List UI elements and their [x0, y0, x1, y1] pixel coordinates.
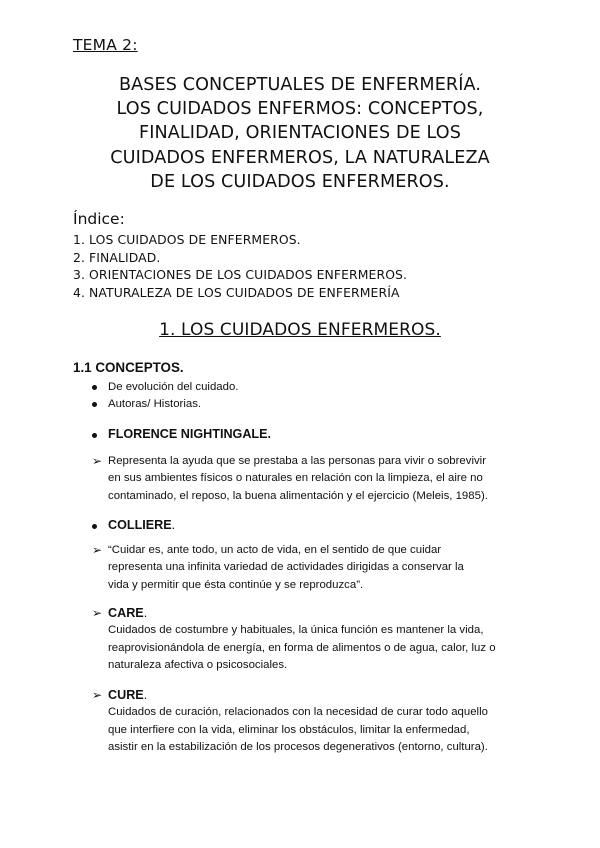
index-heading: Índice:: [73, 210, 125, 228]
colliere-suffix: .: [171, 518, 176, 532]
nightingale-heading: [92, 427, 271, 441]
cure-block: [92, 687, 552, 757]
colliere-label: COLLIERE: [108, 518, 172, 532]
text-line: asistir en la estabilización de los procesos degenerativos (entorno, cultura).: [108, 741, 488, 754]
text-line: “Cuidar es, ante todo, un acto de vida, en el sentido de que cuidar: [108, 544, 442, 556]
list-item-text: Autoras/ Historias.: [108, 398, 202, 410]
arrow-bullet-icon: ➢: [92, 454, 103, 468]
title-line: LOS CUIDADOS ENFERMOS: CONCEPTOS,: [116, 99, 484, 120]
arrow-bullet-icon: ➢: [92, 688, 103, 702]
list-item: [92, 379, 238, 396]
title-line: FINALIDAD, ORIENTACIONES DE LOS: [138, 123, 462, 144]
title-line: CUIDADOS ENFERMEROS, LA NATURALEZA: [110, 147, 490, 168]
section-heading: 1. LOS CUIDADOS ENFERMEROS.: [159, 320, 441, 340]
list-item: [92, 396, 238, 413]
text-line: Cuidados de costumbre y habituales, la única función es mantener la vida,: [108, 624, 484, 637]
index-item: 2. FINALIDAD.: [73, 249, 161, 265]
text-line: que interfiere con la vida, eliminar los obstáculos, limitar la enfermedad,: [108, 723, 470, 736]
care-suffix: .: [143, 606, 148, 620]
index-list: [73, 231, 407, 301]
title-line: BASES CONCEPTUALES DE ENFERMERÍA.: [118, 75, 482, 95]
bullet-dot-icon: [92, 402, 97, 407]
text-line: reaprovisionándola de energía, en forma de alimentos o de agua, calor, luz o: [108, 641, 496, 654]
care-heading: [92, 605, 552, 622]
cure-label: CURE: [108, 688, 144, 702]
title-line: DE LOS CUIDADOS ENFERMEROS.: [150, 171, 450, 192]
cure-suffix: .: [143, 688, 148, 702]
text-line: Representa la ayuda que se prestaba a las personas para vivir o sobrevivir: [108, 455, 486, 467]
colliere-quote: [92, 542, 532, 594]
bullet-dot-icon: [92, 433, 97, 438]
list-item-text: De evolución del cuidado.: [108, 381, 239, 393]
bullet-dot-icon: [92, 385, 97, 390]
index-item: 3. ORIENTACIONES DE LOS CUIDADOS ENFERMEROS.: [73, 267, 408, 283]
care-block: [92, 605, 552, 675]
text-line: vida y permitir que ésta continúe y se reproduzca”.: [108, 578, 364, 591]
text-line: en sus ambientes físicos o naturales en relación con la limpieza, el aire no: [108, 472, 483, 485]
concept-bullets: [92, 379, 238, 413]
text-line: contaminado, el reposo, la buena alimentación y el ejercicio (Meleis, 1985).: [108, 489, 488, 502]
text-line: Cuidados de curación, relacionados con la necesidad de curar todo aquello: [108, 706, 488, 719]
arrow-bullet-icon: ➢: [92, 543, 103, 557]
care-label: CARE: [108, 606, 144, 620]
text-line: representa una infinita variedad de actividades dirigidas a conservar la: [108, 561, 464, 574]
subsection-heading: 1.1 CONCEPTOS.: [73, 360, 184, 375]
colliere-heading: [92, 518, 175, 532]
arrow-bullet-icon: ➢: [92, 606, 103, 620]
bullet-dot-icon: [92, 524, 97, 529]
nightingale-label: FLORENCE NIGHTINGALE.: [108, 427, 272, 441]
nightingale-definition: [92, 453, 532, 505]
cure-heading: [92, 687, 552, 704]
tema-label: TEMA 2:: [73, 36, 138, 54]
index-item: 4. NATURALEZA DE LOS CUIDADOS DE ENFERMERÍA: [73, 284, 400, 300]
main-title: [40, 73, 560, 194]
index-item: 1. LOS CUIDADOS DE ENFERMEROS.: [73, 232, 301, 247]
text-line: naturaleza afectiva o psicosociales.: [108, 659, 288, 672]
